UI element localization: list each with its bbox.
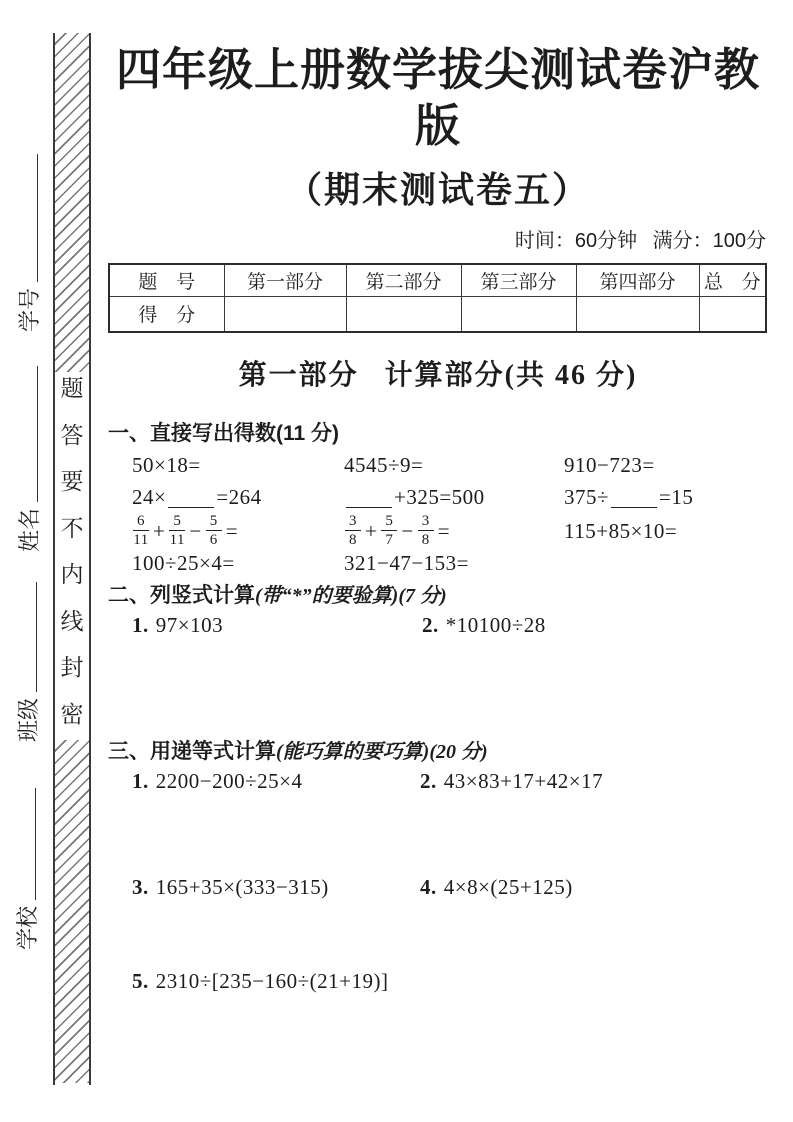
q1-row3	[108, 513, 768, 549]
q1-row4	[108, 549, 768, 577]
fraction-expression	[344, 513, 564, 549]
expr-part: 375÷	[564, 484, 610, 509]
expression: 2200−200÷25×4	[155, 768, 303, 793]
score-table-header-cell: 第四部分	[576, 264, 699, 297]
q3-items-row2	[108, 873, 768, 901]
margin-label-name	[17, 364, 43, 552]
item-number: 4.	[420, 874, 437, 899]
q2-heading-note: (带“*”的要验算)(7 分)	[255, 584, 447, 607]
q3-heading	[108, 735, 768, 765]
denominator: 8	[421, 532, 430, 548]
score-table-header-cell: 第三部分	[461, 264, 576, 297]
fraction	[206, 513, 222, 549]
problem-item	[420, 873, 768, 901]
expression: 2310÷[235−160÷(21+19)]	[155, 968, 389, 993]
score-table-header-cell: 题 号	[109, 264, 224, 297]
expr-part: 24×	[132, 484, 167, 509]
seal-char: 要	[60, 469, 84, 495]
item-number: 1.	[132, 768, 149, 793]
hatch-pattern-top	[55, 33, 89, 372]
fraction	[381, 513, 397, 549]
denominator: 11	[169, 532, 186, 548]
score-table-header-row	[109, 264, 766, 297]
score-table-header-cell: 第一部分	[224, 264, 346, 297]
fraction-expression	[132, 513, 344, 549]
school-label: 学校	[15, 905, 40, 950]
problem-item	[132, 873, 420, 901]
expression: 321−47−153=	[344, 550, 470, 575]
score-row-label-cell: 得 分	[109, 296, 224, 332]
school-blank-line	[35, 788, 36, 900]
seal-char: 内	[60, 562, 84, 588]
seal-char: 答	[60, 422, 84, 448]
hatch-pattern-bottom	[55, 740, 89, 1083]
margin-label-student-id	[17, 152, 43, 332]
seal-char: 题	[60, 376, 84, 401]
exam-time-score-info: 时间：60分钟 满分：100分	[514, 229, 766, 252]
problem-item	[422, 611, 768, 639]
expression-with-blank	[564, 483, 768, 511]
score-table-header-cell: 总 分	[699, 264, 766, 297]
score-empty-cell	[224, 296, 346, 332]
denominator: 7	[385, 532, 394, 548]
seal-char: 线	[60, 608, 84, 634]
q2-heading-label: 二、列竖式计算	[108, 583, 255, 607]
operator: −	[189, 518, 202, 543]
q1-heading: 一、直接写出得数(11 分)	[108, 421, 340, 445]
item-number: 1.	[132, 612, 149, 637]
q2-items-row	[108, 611, 768, 639]
equals-sign: =	[225, 518, 239, 543]
expression: 43×83+17+42×17	[443, 768, 604, 793]
margin-label-class	[16, 580, 42, 742]
expression: 97×103	[155, 612, 224, 637]
expression: 165+35×(333−315)	[155, 874, 329, 899]
seal-char: 封	[60, 655, 84, 681]
q3-heading-note: (能巧算的要巧算)(20 分)	[276, 740, 488, 763]
q3-heading-label: 三、用递等式计算	[108, 739, 276, 763]
denominator: 6	[209, 532, 218, 548]
fraction	[169, 513, 185, 549]
numerator: 5	[206, 513, 222, 532]
q3-items-row3	[108, 967, 768, 995]
q1-row1	[108, 451, 768, 479]
fraction	[133, 513, 149, 549]
problem-item	[420, 767, 768, 795]
denominator: 8	[349, 532, 357, 548]
student-id-blank-line	[37, 154, 38, 282]
numerator: 5	[169, 513, 185, 532]
expr-part: +325=500	[394, 484, 485, 509]
equals-sign: =	[437, 518, 451, 543]
student-id-label: 学号	[17, 287, 42, 332]
item-number: 5.	[132, 968, 149, 993]
score-table-score-row	[109, 296, 766, 332]
expression: 4545÷9=	[344, 452, 424, 477]
exam-subtitle: （期末测试卷五）	[285, 168, 590, 210]
expr-part: =15	[659, 484, 694, 509]
operator: +	[365, 518, 378, 543]
answer-blank	[611, 507, 657, 508]
operator: +	[153, 518, 166, 543]
margin-label-school	[15, 786, 41, 950]
score-empty-cell	[576, 296, 699, 332]
class-blank-line	[36, 582, 37, 692]
part1-heading	[108, 353, 768, 393]
expression-with-blank	[132, 483, 344, 511]
expression: *10100÷28	[445, 612, 546, 637]
answer-blank	[168, 507, 214, 508]
numerator: 3	[418, 513, 434, 532]
fraction	[345, 513, 361, 549]
expression: 910−723=	[564, 452, 655, 477]
seal-char: 不	[60, 515, 84, 541]
item-number: 2.	[420, 768, 437, 793]
numerator: 3	[345, 513, 361, 532]
seal-line-band	[53, 33, 91, 1085]
item-number: 2.	[422, 612, 439, 637]
score-empty-cell	[461, 296, 576, 332]
problem-item	[132, 767, 420, 795]
score-table-header-cell: 第二部分	[346, 264, 461, 297]
fraction	[418, 513, 434, 549]
operator: −	[401, 518, 414, 543]
expression: 100÷25×4=	[132, 550, 235, 575]
score-empty-cell	[346, 296, 461, 332]
name-blank-line	[37, 366, 38, 502]
exam-content	[108, 0, 768, 995]
part1-title: 计算部分(共 46 分)	[384, 359, 638, 391]
answer-blank	[346, 507, 392, 508]
problem-item	[132, 611, 422, 639]
expr-part: =264	[216, 484, 262, 509]
problem-item	[132, 969, 388, 993]
seal-char: 密	[60, 701, 84, 727]
seal-warning-text	[55, 372, 89, 740]
name-label: 姓名	[17, 507, 42, 552]
expression: 50×18=	[132, 452, 201, 477]
denominator: 11	[133, 532, 149, 548]
part1-label: 第一部分	[238, 359, 359, 391]
q2-heading	[108, 579, 768, 609]
expression-with-blank	[344, 483, 564, 511]
item-number: 3.	[132, 874, 149, 899]
numerator: 6	[133, 513, 149, 532]
expression: 115+85×10=	[564, 518, 678, 543]
score-empty-cell	[699, 296, 766, 332]
score-table	[108, 263, 767, 333]
q3-items-row1	[108, 767, 768, 795]
exam-title: 四年级上册数学拔尖测试卷沪教版	[115, 44, 760, 152]
expression: 4×8×(25+125)	[443, 874, 573, 899]
q1-row2	[108, 483, 768, 511]
numerator: 5	[381, 513, 397, 532]
class-label: 班级	[16, 697, 41, 742]
